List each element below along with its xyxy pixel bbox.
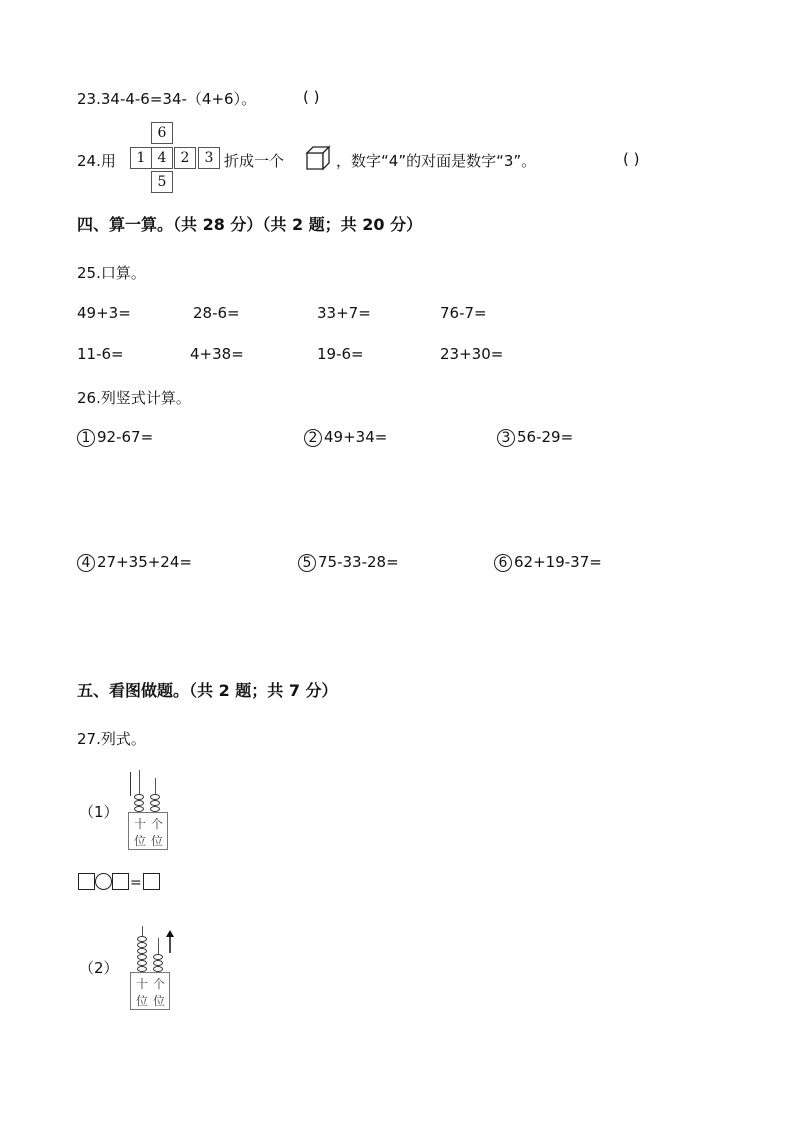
item-number: 2 <box>304 429 322 447</box>
part1-label: （1） <box>79 803 119 821</box>
net-cell: 4 <box>151 147 173 169</box>
cube-net-diagram <box>128 122 223 194</box>
net-cell-bottom: 5 <box>151 171 173 193</box>
tens-bead <box>137 960 147 966</box>
mental-math-item: 23+30= <box>440 345 504 363</box>
tens-label: 位 <box>134 834 147 848</box>
tens-bead <box>137 948 147 954</box>
q24-answer-paren[interactable]: ( ) <box>623 150 640 168</box>
q23-text: 23.34-4-6=34-（4+6）。 <box>77 90 257 108</box>
equation-template <box>78 873 160 891</box>
item-number: 6 <box>494 554 512 572</box>
item-number: 4 <box>77 554 95 572</box>
vertical-calc-item <box>497 428 573 447</box>
mental-math-item: 19-6= <box>317 345 364 363</box>
q24-prefix: 24.用 <box>77 152 116 170</box>
vertical-calc-expr: 27+35+24= <box>97 553 192 571</box>
ones-label: 位 <box>153 994 166 1008</box>
vertical-calc-expr: 49+34= <box>324 428 388 446</box>
ones-bead <box>150 806 160 812</box>
tens-bead <box>137 954 147 960</box>
section4-title: 四、算一算。（共 28 分）（共 2 题；共 20 分） <box>77 215 423 234</box>
ones-label: 个 <box>151 817 164 831</box>
arrow-icon <box>130 772 131 796</box>
q23-answer-paren[interactable]: ( ) <box>303 88 320 106</box>
mental-math-item: 49+3= <box>77 304 131 322</box>
vertical-calc-item <box>304 428 387 447</box>
vertical-calc-item <box>77 553 192 572</box>
tens-label: 位 <box>136 994 149 1008</box>
ones-bead <box>153 960 163 966</box>
operator-circle[interactable] <box>95 873 112 890</box>
cube-icon <box>304 144 332 172</box>
abacus-base <box>128 812 168 850</box>
item-number: 3 <box>497 429 515 447</box>
vertical-calc-expr: 92-67= <box>97 428 154 446</box>
item-number: 5 <box>298 554 316 572</box>
vertical-calc-item <box>77 428 153 447</box>
equals-sign: = <box>130 875 142 891</box>
net-cell: 2 <box>174 147 196 169</box>
mental-math-item: 11-6= <box>77 345 124 363</box>
answer-box[interactable] <box>112 873 129 890</box>
tens-label: 十 <box>136 977 149 991</box>
vertical-calc-expr: 62+19-37= <box>514 553 602 571</box>
net-cell: 1 <box>130 147 152 169</box>
mental-math-item: 76-7= <box>440 304 487 322</box>
tens-bead <box>137 936 147 942</box>
answer-box[interactable] <box>78 873 95 890</box>
part2-label: （2） <box>79 959 119 977</box>
section5-title: 五、看图做题。（共 2 题；共 7 分） <box>77 681 338 700</box>
answer-box[interactable] <box>143 873 160 890</box>
q27-title: 27.列式。 <box>77 730 146 748</box>
tens-bead <box>137 966 147 972</box>
q25-title: 25.口算。 <box>77 264 146 282</box>
vertical-calc-item <box>494 553 602 572</box>
mental-math-item: 33+7= <box>317 304 371 322</box>
q24-middle: 折成一个 <box>224 152 285 170</box>
ones-bead <box>153 954 163 960</box>
up-arrow-icon <box>164 930 176 954</box>
vertical-calc-expr: 56-29= <box>517 428 574 446</box>
q24-suffix: ，数字“4”的对面是数字“3”。 <box>336 152 537 170</box>
ones-bead <box>150 800 160 806</box>
abacus-base <box>130 972 170 1010</box>
mental-math-item: 28-6= <box>193 304 240 322</box>
tens-bead <box>134 794 144 800</box>
ones-label: 位 <box>151 834 164 848</box>
ones-bead <box>150 794 160 800</box>
net-cell: 3 <box>198 147 220 169</box>
vertical-calc-item <box>298 553 399 572</box>
tens-label: 十 <box>134 817 147 831</box>
net-cell-top: 6 <box>151 122 173 144</box>
mental-math-item: 4+38= <box>190 345 244 363</box>
ones-bead <box>153 966 163 972</box>
tens-bead <box>134 800 144 806</box>
tens-bead <box>137 942 147 948</box>
ones-label: 个 <box>153 977 166 991</box>
vertical-calc-expr: 75-33-28= <box>318 553 399 571</box>
item-number: 1 <box>77 429 95 447</box>
tens-bead <box>134 806 144 812</box>
abacus-diagram <box>126 770 170 852</box>
q26-title: 26.列竖式计算。 <box>77 389 191 407</box>
